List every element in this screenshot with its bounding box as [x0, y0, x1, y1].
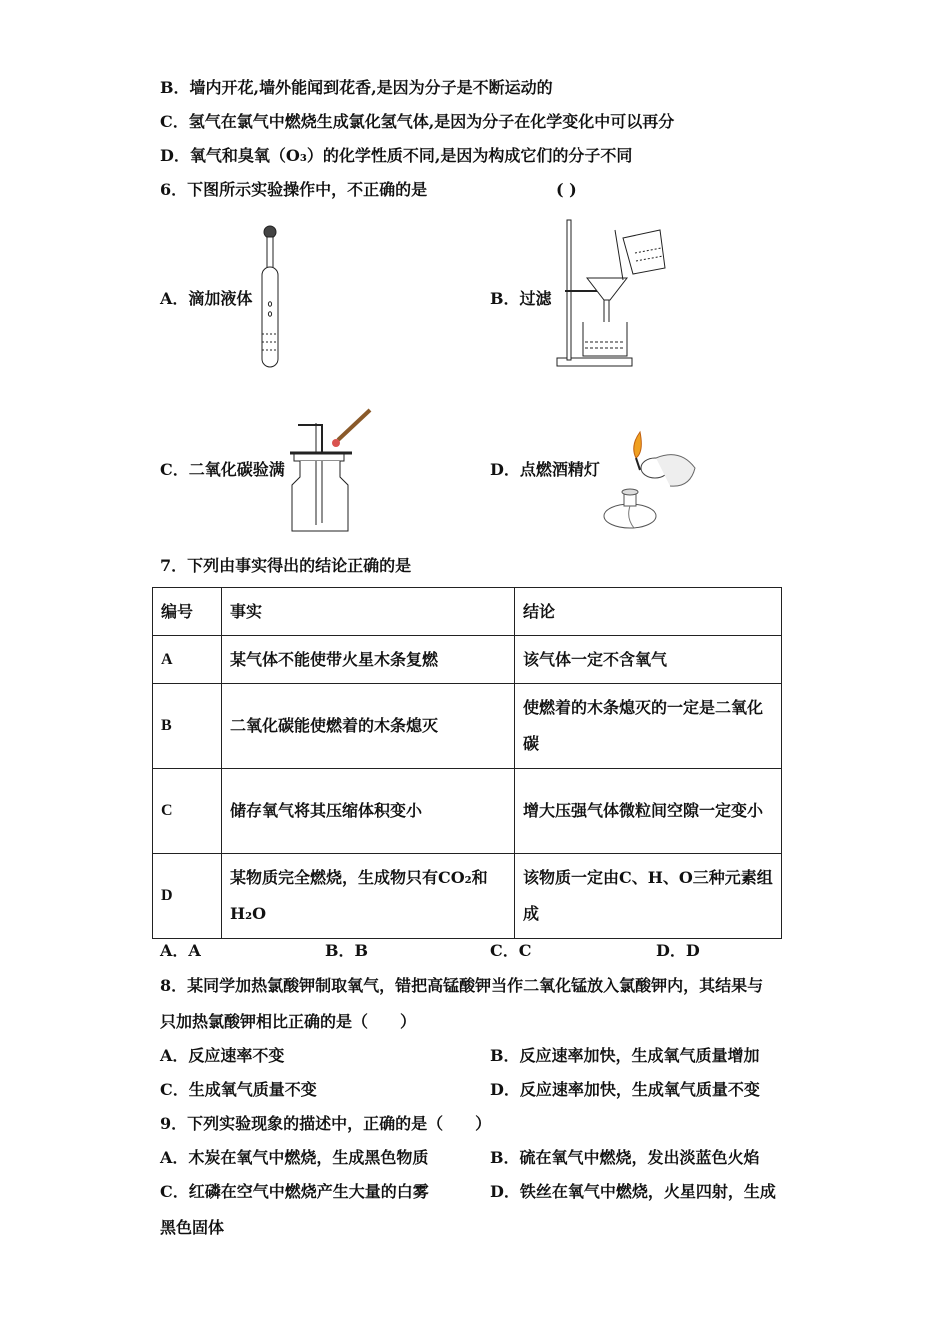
facts-table	[152, 587, 782, 939]
q6-option-d: D．点燃酒精灯	[490, 460, 600, 479]
row-fact: 某物质完全燃烧，生成物只有CO₂和H₂O	[222, 854, 515, 939]
row-conclusion: 该气体一定不含氧气	[515, 636, 782, 684]
row-conclusion: 使燃着的木条熄灭的一定是二氧化碳	[515, 684, 782, 769]
table-row	[153, 684, 782, 769]
q8-option-c: C．生成氧气质量不变	[160, 1080, 317, 1099]
q5-option-c: C．氢气在氯气中燃烧生成氯化氢气体,是因为分子在化学变化中可以再分	[160, 112, 675, 131]
row-id: A	[153, 636, 222, 684]
row-id: B	[153, 684, 222, 769]
q9-option-d-continued: 黑色固体	[160, 1218, 225, 1237]
row-id: D	[153, 854, 222, 939]
co2-full-test-figure	[290, 405, 380, 535]
row-id: C	[153, 769, 222, 854]
q7-option-c: C．C	[490, 941, 532, 960]
q5-option-d: D．氧气和臭氧（O₃）的化学性质不同,是因为构成它们的分子不同	[160, 146, 633, 165]
q9-stem: 9．下列实验现象的描述中，正确的是（ ）	[160, 1114, 492, 1133]
row-conclusion: 该物质一定由C、H、O三种元素组成	[515, 854, 782, 939]
row-fact: 某气体不能使带火星木条复燃	[222, 636, 515, 684]
q6-option-c: C．二氧化碳验满	[160, 460, 285, 479]
q9-option-b: B．硫在氧气中燃烧，发出淡蓝色火焰	[490, 1148, 760, 1167]
q8-stem-line1: 8．某同学加热氯酸钾制取氧气，错把高锰酸钾当作二氧化锰放入氯酸钾内，其结果与	[160, 976, 764, 995]
q8-option-b: B．反应速率加快，生成氧气质量增加	[490, 1046, 760, 1065]
row-fact: 二氧化碳能使燃着的木条熄灭	[222, 684, 515, 769]
q8-stem-line2: 只加热氯酸钾相比正确的是（ ）	[160, 1012, 417, 1031]
q9-option-c: C．红磷在空气中燃烧产生大量的白雾	[160, 1182, 429, 1201]
q6-option-b: B．过滤	[490, 289, 552, 308]
lighting-alcohol-lamp-figure	[600, 428, 700, 533]
q6-option-a: A．滴加液体	[160, 289, 253, 308]
q7-option-a: A．A	[160, 941, 201, 960]
q7-option-d: D．D	[656, 941, 700, 960]
table-row	[153, 769, 782, 854]
header-conclusion: 结论	[515, 588, 782, 636]
q7-option-b: B．B	[325, 941, 369, 960]
dropper-test-tube-figure	[250, 222, 290, 372]
q6-stem: 6．下图所示实验操作中，不正确的是	[160, 180, 428, 199]
header-fact: 事实	[222, 588, 515, 636]
table-header-row	[153, 588, 782, 636]
row-conclusion: 增大压强气体微粒间空隙一定变小	[515, 769, 782, 854]
filtration-figure	[555, 218, 670, 370]
table-row	[153, 636, 782, 684]
header-id: 编号	[153, 588, 222, 636]
q9-option-d: D．铁丝在氧气中燃烧，火星四射，生成	[490, 1182, 776, 1201]
q8-option-a: A．反应速率不变	[160, 1046, 285, 1065]
table-row	[153, 854, 782, 939]
q7-stem: 7．下列由事实得出的结论正确的是	[160, 556, 412, 575]
q8-option-d: D．反应速率加快，生成氧气质量不变	[490, 1080, 760, 1099]
q5-option-b: B．墙内开花,墙外能闻到花香,是因为分子是不断运动的	[160, 78, 553, 97]
row-fact: 储存氧气将其压缩体积变小	[222, 769, 515, 854]
q9-option-a: A．木炭在氧气中燃烧，生成黑色物质	[160, 1148, 429, 1167]
q6-answer-paren: ( )	[556, 180, 577, 199]
